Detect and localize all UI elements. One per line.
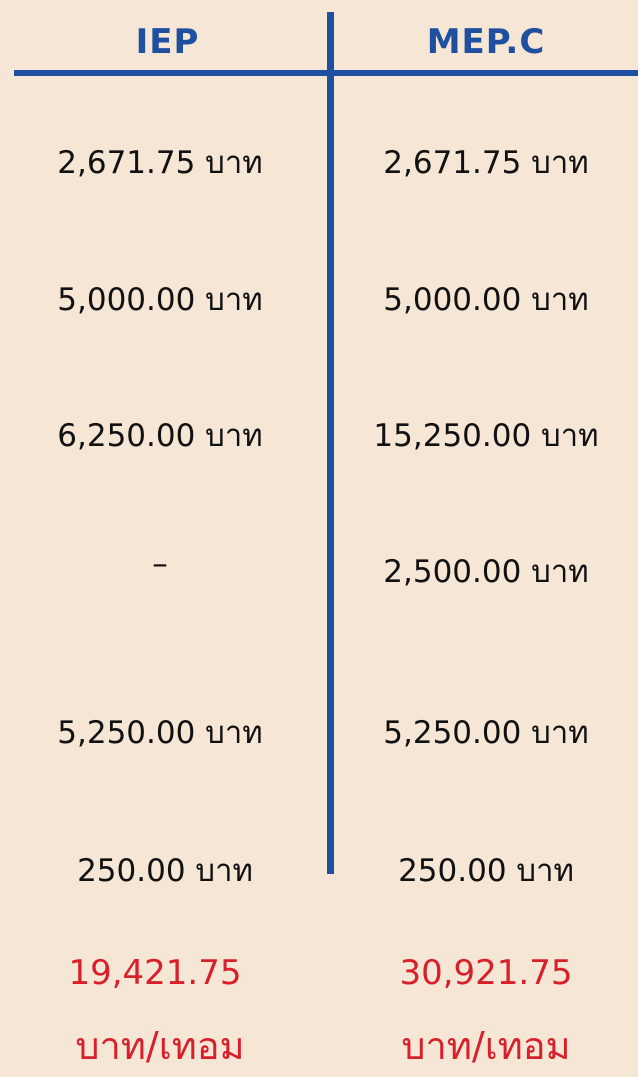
- iep-row-4: –: [152, 546, 168, 582]
- column-header-mepc: MEP.C: [426, 22, 546, 62]
- mepc-row-6: 250.00 บาท: [398, 853, 574, 889]
- iep-total: 19,421.75: [68, 953, 242, 993]
- mepc-row-2: 5,000.00 บาท: [383, 282, 589, 318]
- column-mepc: [334, 0, 638, 1077]
- iep-row-6: 250.00 บาท: [77, 853, 253, 889]
- mepc-total: 30,921.75: [399, 953, 573, 993]
- mepc-row-4: 2,500.00 บาท: [383, 554, 589, 590]
- iep-row-3: 6,250.00 บาท: [57, 418, 263, 454]
- mepc-row-3: 15,250.00 บาท: [373, 418, 599, 454]
- column-header-iep: IEP: [135, 22, 200, 62]
- iep-per-term: บาท/เทอม: [75, 1024, 245, 1068]
- mepc-per-term: บาท/เทอม: [401, 1024, 571, 1068]
- mepc-row-5: 5,250.00 บาท: [383, 715, 589, 751]
- vertical-divider: [327, 12, 334, 874]
- mepc-row-1: 2,671.75 บาท: [383, 145, 589, 181]
- iep-row-1: 2,671.75 บาท: [57, 145, 263, 181]
- iep-row-2: 5,000.00 บาท: [57, 282, 263, 318]
- iep-row-5: 5,250.00 บาท: [57, 715, 263, 751]
